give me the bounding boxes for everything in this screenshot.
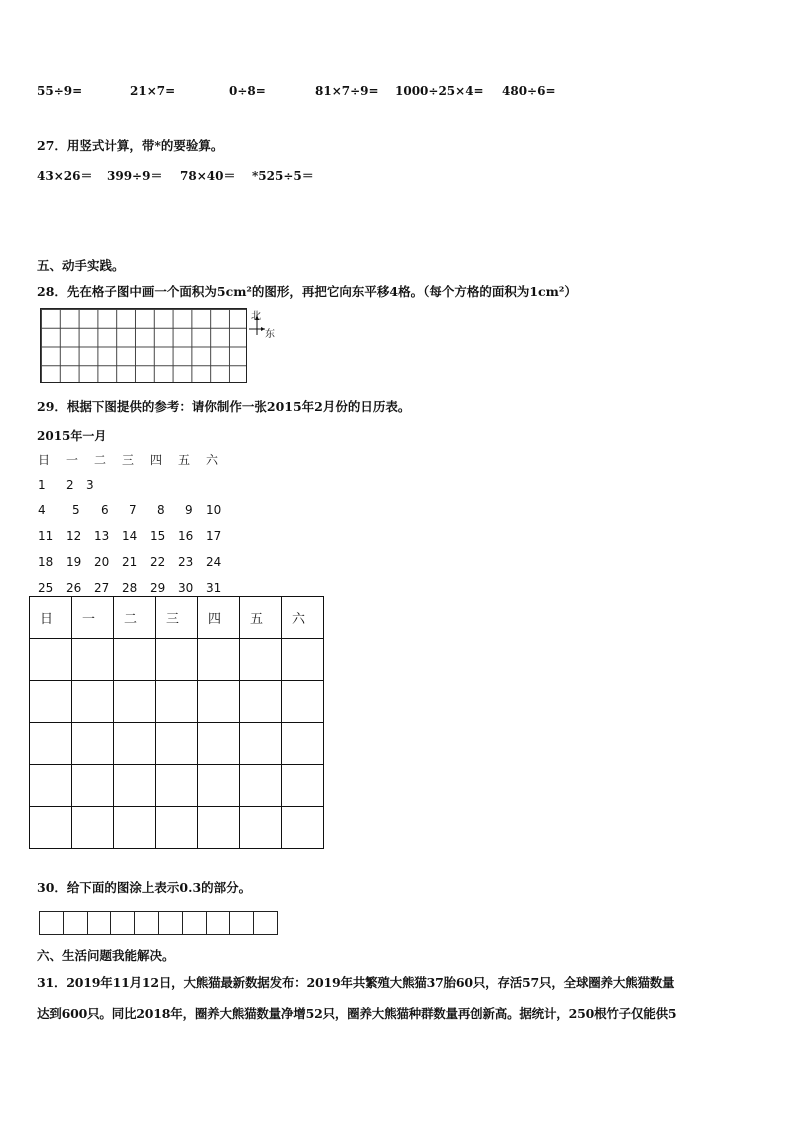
table-cell xyxy=(156,639,198,681)
strip-cell xyxy=(158,911,183,935)
q27-item: 399÷9＝ xyxy=(107,169,163,183)
weekday: 二 xyxy=(94,453,107,467)
calendar-day: 14 xyxy=(122,529,138,543)
calendar-day: 10 xyxy=(206,503,222,517)
calc-item: 21×7= xyxy=(130,84,176,98)
table-row xyxy=(30,723,324,765)
calendar-day: 6 xyxy=(101,503,109,517)
table-header-cell: 五 xyxy=(240,597,282,639)
table-cell xyxy=(30,681,72,723)
table-cell xyxy=(30,723,72,765)
table-row xyxy=(30,807,324,849)
calendar-day: 8 xyxy=(157,503,165,517)
table-cell xyxy=(198,681,240,723)
table-cell xyxy=(114,765,156,807)
compass-east-label: 东 xyxy=(265,329,275,340)
question-31-line: 达到600只。同比2018年，圈养大熊猫数量净增52只，圈养大熊猫种群数量再创新高。据统计，250根竹子仅能供5 xyxy=(37,1006,677,1021)
calendar-day: 2 xyxy=(66,478,74,492)
table-cell xyxy=(30,807,72,849)
table-cell xyxy=(282,723,324,765)
question-31-line: 31．2019年11月12日，大熊猫最新数据发布：2019年共繁殖大熊猫37胎60只，存活57只，全球圈养大熊猫数量 xyxy=(37,975,675,990)
table-row xyxy=(30,639,324,681)
table-cell xyxy=(72,681,114,723)
weekday: 三 xyxy=(122,453,135,467)
strip-cell xyxy=(39,911,64,935)
calc-item: 81×7÷9= xyxy=(315,84,379,98)
table-cell xyxy=(198,765,240,807)
calendar-day: 28 xyxy=(122,581,138,595)
strip-cell xyxy=(87,911,112,935)
table-cell xyxy=(282,681,324,723)
calendar-day: 17 xyxy=(206,529,222,543)
strip-cell xyxy=(206,911,231,935)
table-cell xyxy=(114,681,156,723)
weekday: 一 xyxy=(66,453,79,467)
calendar-day: 19 xyxy=(66,555,82,569)
calc-item: 480÷6= xyxy=(502,84,556,98)
calendar-day: 23 xyxy=(178,555,194,569)
table-cell xyxy=(72,807,114,849)
table-cell xyxy=(198,807,240,849)
calc-item: 55÷9= xyxy=(37,84,83,98)
table-header-cell: 四 xyxy=(198,597,240,639)
table-cell xyxy=(156,723,198,765)
table-header-cell: 三 xyxy=(156,597,198,639)
table-cell xyxy=(114,807,156,849)
table-row xyxy=(30,765,324,807)
table-cell xyxy=(72,639,114,681)
table-cell xyxy=(240,639,282,681)
table-header-cell: 一 xyxy=(72,597,114,639)
calendar-day: 12 xyxy=(66,529,82,543)
calendar-day: 5 xyxy=(72,503,80,517)
table-cell xyxy=(240,723,282,765)
calendar-day: 1 xyxy=(38,478,46,492)
question-29-title: 29．根据下图提供的参考：请你制作一张2015年2月份的日历表。 xyxy=(37,399,411,414)
table-cell xyxy=(198,723,240,765)
calendar-day: 3 xyxy=(86,478,94,492)
strip-cell xyxy=(110,911,135,935)
calendar-day: 18 xyxy=(38,555,54,569)
compass-north-label: 北 xyxy=(251,311,261,322)
calendar-day: 31 xyxy=(206,581,222,595)
table-cell xyxy=(240,807,282,849)
weekday: 四 xyxy=(150,453,163,467)
fraction-strip xyxy=(40,911,278,935)
calendar-day: 29 xyxy=(150,581,166,595)
table-cell xyxy=(156,681,198,723)
calendar-day: 4 xyxy=(38,503,46,517)
calc-item: 0÷8= xyxy=(229,84,266,98)
section-5-heading: 五、动手实践。 xyxy=(37,258,125,273)
calendar-day: 9 xyxy=(185,503,193,517)
calendar-day: 27 xyxy=(94,581,110,595)
table-cell xyxy=(240,765,282,807)
table-cell xyxy=(156,765,198,807)
question-30-title: 30．给下面的图涂上表示0.3的部分。 xyxy=(37,880,252,895)
calendar-day: 13 xyxy=(94,529,110,543)
calendar-day: 24 xyxy=(206,555,222,569)
table-cell xyxy=(72,765,114,807)
table-cell xyxy=(72,723,114,765)
table-cell xyxy=(240,681,282,723)
table-header-cell: 日 xyxy=(30,597,72,639)
calendar-day: 21 xyxy=(122,555,138,569)
strip-cell xyxy=(253,911,278,935)
strip-cell xyxy=(229,911,254,935)
calc-item: 1000÷25×4= xyxy=(395,84,484,98)
calendar-day: 22 xyxy=(150,555,166,569)
weekday: 日 xyxy=(38,453,51,467)
question-28-title: 28．先在格子图中画一个面积为5cm²的图形，再把它向东平移4格。（每个方格的面积为1cm²） xyxy=(37,284,577,299)
section-6-heading: 六、生活问题我能解决。 xyxy=(37,948,175,963)
weekday: 五 xyxy=(178,453,191,467)
calendar-day: 30 xyxy=(178,581,194,595)
weekday: 六 xyxy=(206,453,219,467)
table-cell xyxy=(198,639,240,681)
calendar-day: 15 xyxy=(150,529,166,543)
calendar-day: 25 xyxy=(38,581,54,595)
february-calendar-table xyxy=(29,596,324,849)
calendar-day: 7 xyxy=(129,503,137,517)
q27-item: 78×40＝ xyxy=(180,169,236,183)
question-27-title: 27．用竖式计算，带*的要验算。 xyxy=(37,138,224,153)
table-header-cell: 六 xyxy=(282,597,324,639)
table-row xyxy=(30,681,324,723)
q27-item: 43×26＝ xyxy=(37,169,93,183)
calendar-day: 16 xyxy=(178,529,194,543)
table-header-cell: 二 xyxy=(114,597,156,639)
table-cell xyxy=(282,639,324,681)
strip-cell xyxy=(134,911,159,935)
table-cell xyxy=(114,639,156,681)
square-grid xyxy=(40,308,247,383)
table-cell xyxy=(282,765,324,807)
table-cell xyxy=(114,723,156,765)
table-cell xyxy=(156,807,198,849)
calendar-day: 26 xyxy=(66,581,82,595)
q27-item: *525÷5＝ xyxy=(252,169,314,183)
table-cell xyxy=(30,639,72,681)
table-header-row xyxy=(30,597,324,639)
strip-cell xyxy=(182,911,207,935)
calendar-month-label: 2015年一月 xyxy=(37,429,107,443)
table-cell xyxy=(30,765,72,807)
calendar-day: 20 xyxy=(94,555,110,569)
strip-cell xyxy=(63,911,88,935)
table-cell xyxy=(282,807,324,849)
calendar-day: 11 xyxy=(38,529,54,543)
